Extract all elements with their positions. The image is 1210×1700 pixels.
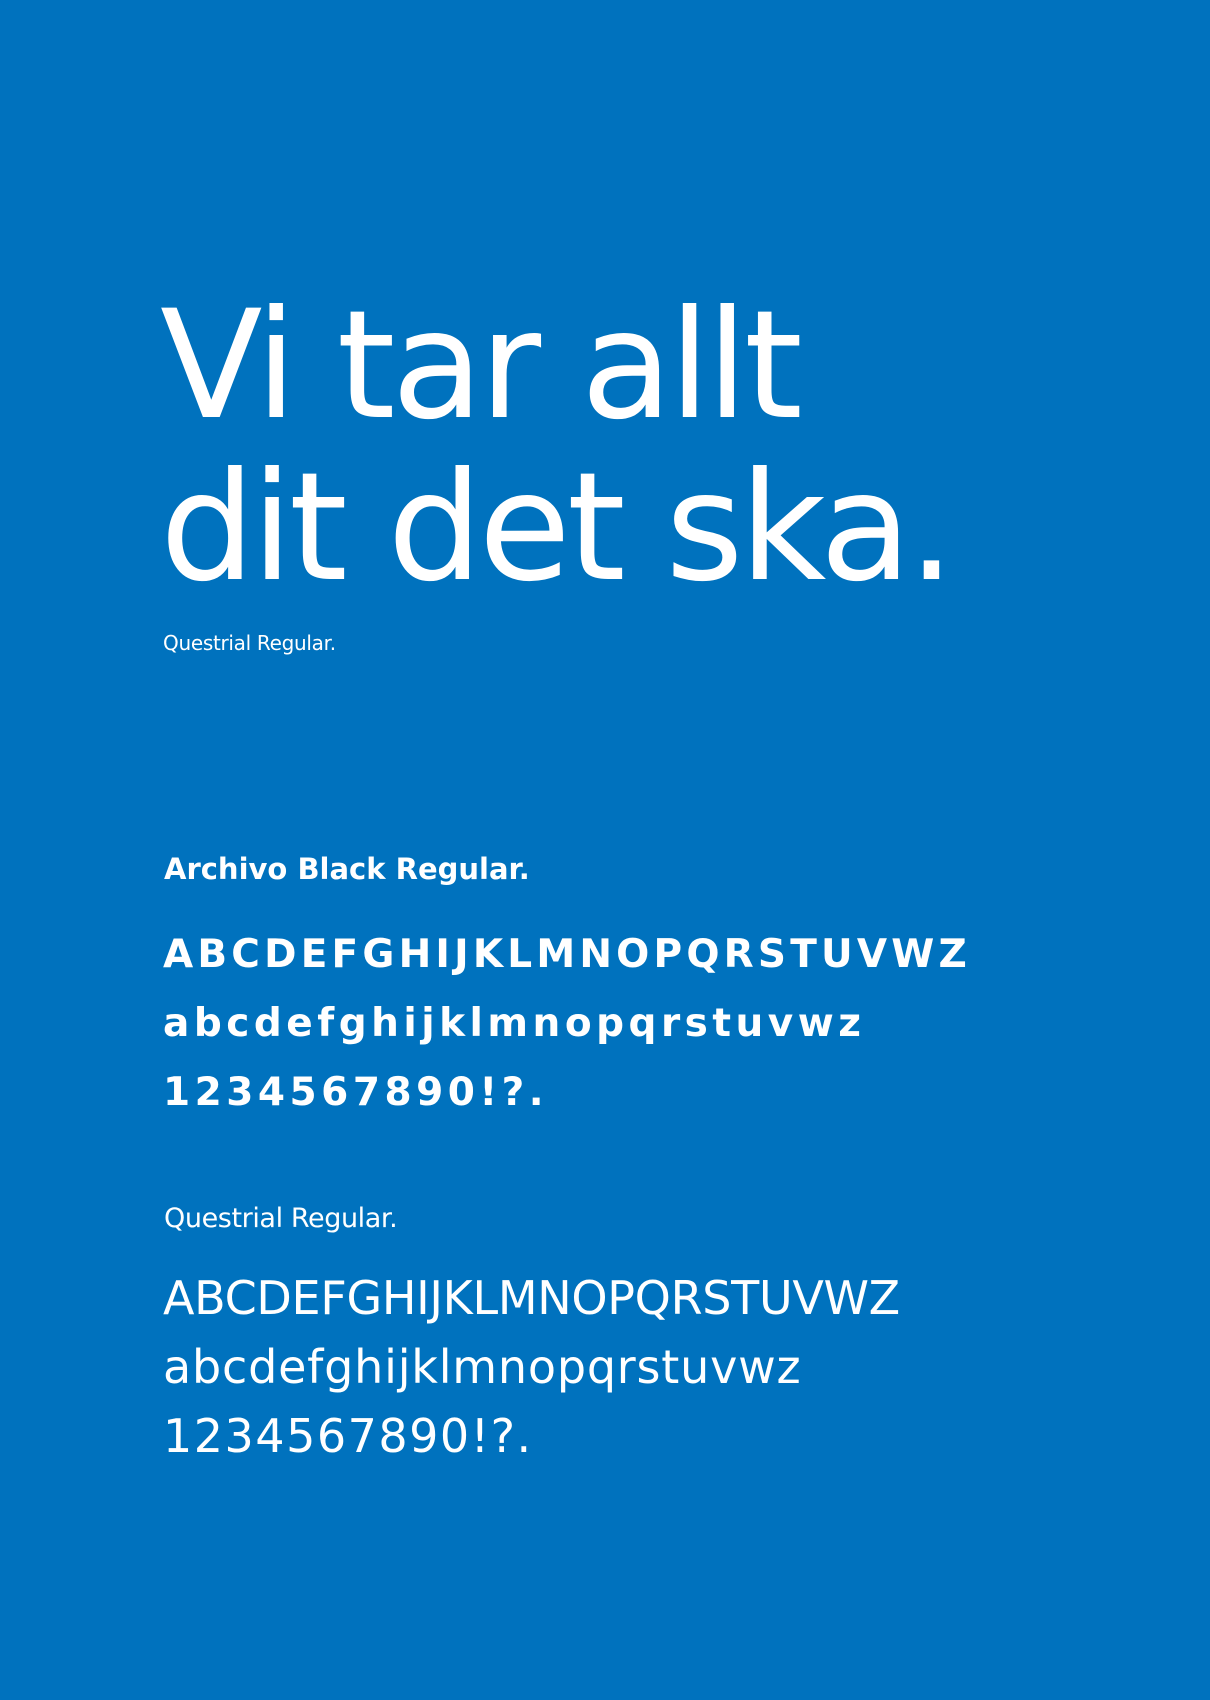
questrial-title: Questrial Regular. (164, 1203, 398, 1234)
archivo-black-specimen (163, 930, 971, 1137)
questrial-digits: 1234567890!?. (163, 1409, 533, 1463)
headline-caption: Questrial Regular. (163, 631, 336, 655)
archivo-black-lowercase: abcdefghijklmnopqrstuvwz (163, 1001, 866, 1046)
headline (160, 279, 952, 615)
archivo-black-uppercase: ABCDEFGHIJKLMNOPQRSTUVWZ (163, 932, 971, 977)
headline-line-2: dit det ska. (160, 441, 952, 615)
questrial-specimen (163, 1270, 900, 1477)
questrial-uppercase: ABCDEFGHIJKLMNOPQRSTUVWZ (163, 1271, 900, 1325)
headline-line-1: Vi tar allt (160, 279, 799, 453)
questrial-lowercase: abcdefghijklmnopqrstuvwz (163, 1340, 802, 1394)
archivo-black-digits: 1234567890!?. (163, 1070, 549, 1115)
archivo-black-title: Archivo Black Regular. (164, 852, 530, 886)
